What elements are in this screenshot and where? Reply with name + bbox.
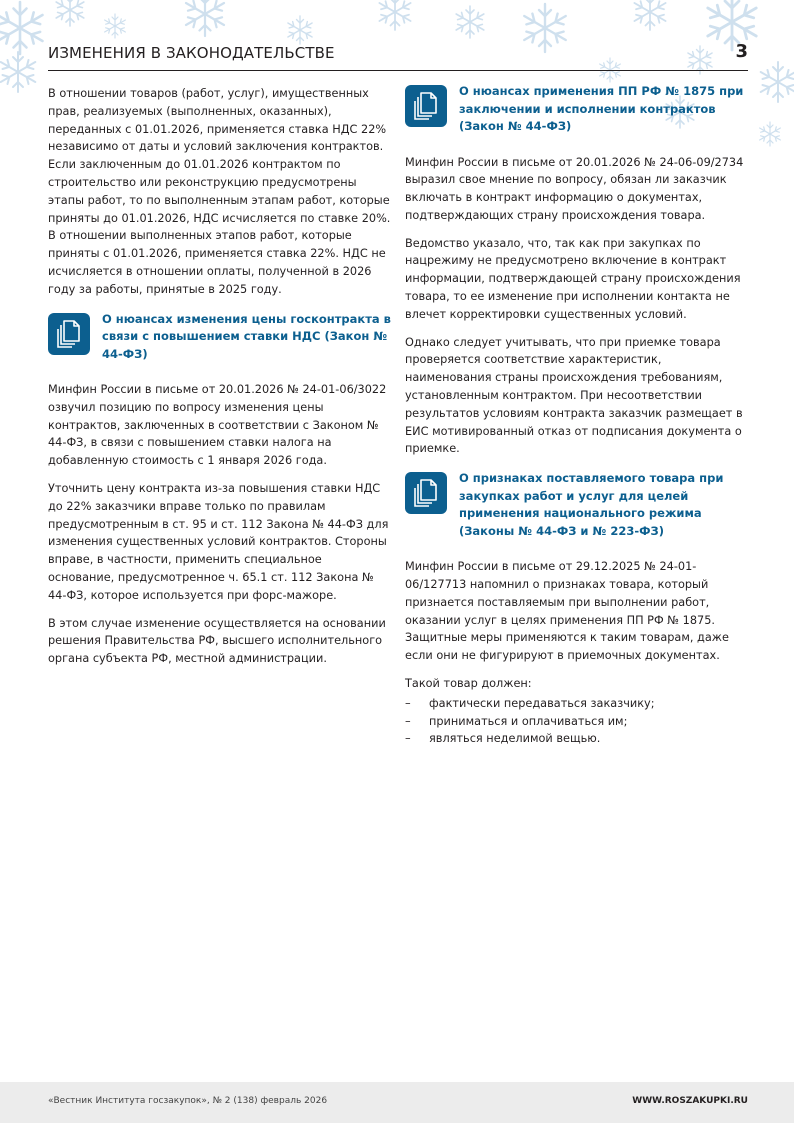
section-title: О признаках поставляемого товара при закупках работ и услуг для целей применения национального режима (Законы № 44-ФЗ и № 223-ФЗ) [459,471,724,538]
paragraph: Ведомство указало, что, так как при закупках по нацрежиму не предусмотрено включение в контракт информации, подтверждающей страну происхождения товара, то ее изменение при исполнении контакта не влечет корректировки существенных условий. [405,236,741,321]
paragraph: Такой товар должен: [405,677,532,691]
intro-paragraph: В отношении товаров (работ, услуг), имущественных прав, реализуемых (выполненных, оказанных), переданных с 01.01.2026, применяется ставка НДС 22% независимо от даты и условий заключения контрактов. Если заключенным до 01.01.2026 контрактом по строительство или реконструкцию предусмотрены этапы работ, то по выполненным этапам работ, которые приняты до 01.01.2026, НДС исчисляется по ставке 20%. В отношении выполненных этапов работ, которые приняты с 01.01.2026, применяется ставка 22%. НДС не исчисляется в отношении оплаты, полученной в 2026 году за работы, принятые в 2025 году. [48,87,391,296]
section-title: О нюансах изменения цены госконтракта в связи с повышением ставки НДС (Закон № 44-ФЗ) [102,311,391,361]
right-column [405,85,748,748]
requirements-list [405,695,748,748]
page-footer [0,1082,794,1123]
paragraph: Минфин России в письме от 20.01.2026 № 24-06-09/2734 выразил свое мнение по вопросу, обязан ли заказчик включать в контракт информацию о документах, подтверждающих страну происхождения товара. [405,155,744,222]
section-heading-vat [48,313,391,364]
documents-icon [405,85,447,127]
documents-icon [48,313,90,355]
list-item: – приниматься и оплачиваться им; [405,713,748,731]
page-number: 3 [735,41,748,62]
section-heading-pp1875 [405,85,748,136]
documents-icon [405,472,447,514]
paragraph: Однако следует учитывать, что при приемке товара проверяется соответствие характеристик, наименования страны происхождения требованиям, установленным контрактом. При несоответствии результатов условиям контракта заказчик размещает в ЕИС мотивированный отказ от подписания документа о приемке. [405,335,743,456]
section-title: О нюансах применения ПП РФ № 1875 при заключении и исполнении контрактов (Закон № 44-ФЗ) [459,84,744,133]
publication-info: «Вестник Института госзакупок», № 2 (138) февраль 2026 [48,1096,328,1106]
paragraph: Минфин России в письме от 20.01.2026 № 24-01-06/3022 озвучил позицию по вопросу изменения цены контрактов, заключенных в соответствии с Законом № 44-ФЗ, в связи с повышением ставки налога на добавленную стоимость с 1 января 2026 года. [48,383,387,468]
paragraph: В этом случае изменение осуществляется на основании решения Правительства РФ, высшего исполнительного органа субъекта РФ, местной администрации. [48,616,386,666]
list-item: – фактически передаваться заказчику; [405,695,748,713]
section-heading-goods [405,472,748,540]
website-link[interactable]: WWW.ROSZAKUPKI.RU [632,1096,748,1106]
left-column [48,85,391,678]
list-item: – являться неделимой вещью. [405,730,748,748]
paragraph: Минфин России в письме от 29.12.2025 № 24-01-06/127713 напомнил о признаках товара, который признается поставляемым при выполнении работ, оказании услуг в целях применения ПП РФ № 1875. Защитные меры применяются к таким товарам, даже если они не фигурируют в приемочных документах. [405,560,729,663]
page-header [48,40,748,71]
section-header-title: ИЗМЕНЕНИЯ В ЗАКОНОДАТЕЛЬСТВЕ [48,44,335,62]
paragraph: Уточнить цену контракта из-за повышения ставки НДС до 22% заказчики вправе только по правилам предусмотренным в ст. 95 и ст. 112 Закона № 44-ФЗ для изменения существенных условий контрактов. Стороны вправе, в частности, применить специальное основание, предусмотренное ч. 65.1 ст. 112 Закона № 44-ФЗ, которое используется при форс-мажоре. [48,482,389,602]
